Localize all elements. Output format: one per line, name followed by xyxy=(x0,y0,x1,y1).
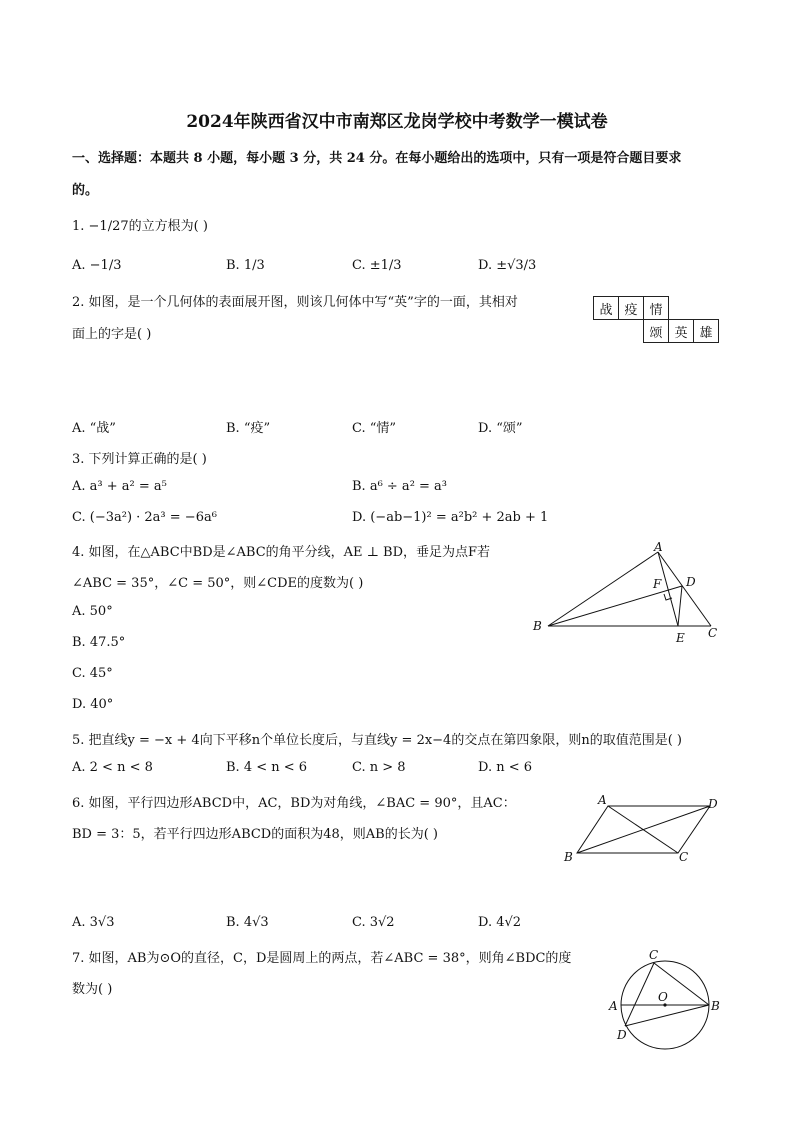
label-a: A xyxy=(609,999,618,1013)
q3-option-b: B. a⁶ ÷ a² = a³ xyxy=(352,479,448,494)
q4-option-d: D. 40° xyxy=(72,697,114,712)
q2-option-c: C. “情” xyxy=(352,421,397,436)
section-heading-line2: 的。 xyxy=(72,183,99,198)
q4-triangle-figure xyxy=(528,540,728,650)
label-a: A xyxy=(598,793,607,807)
label-c: C xyxy=(679,850,689,864)
q6-stem-line1: 6. 如图，平行四边形ABCD中，AC，BD为对角线，∠BAC = 90°，且AC： xyxy=(72,796,516,811)
q1-option-b: B. 1/3 xyxy=(226,258,265,273)
q6-option-b: B. 4√3 xyxy=(226,915,269,930)
q1-option-c: C. ±1/3 xyxy=(352,258,402,273)
q1-option-a: A. −1/3 xyxy=(72,258,122,273)
q6-stem-line2: BD = 3：5，若平行四边形ABCD的面积为48，则AB的长为( ) xyxy=(72,827,438,842)
q3-option-a: A. a³ + a² = a⁵ xyxy=(72,479,167,494)
q2-stem-line2: 面上的字是( ) xyxy=(72,327,152,342)
label-f: F xyxy=(653,577,662,591)
q5-option-a: A. 2 < n < 8 xyxy=(72,760,153,775)
q3-option-d: D. (−ab−1)² = a²b² + 2ab + 1 xyxy=(352,510,549,525)
q2-option-a: A. “战” xyxy=(72,421,116,436)
q6-option-d: D. 4√2 xyxy=(478,915,522,930)
q2-stem-line1: 2. 如图，是一个几何体的表面展开图，则该几何体中写“英”字的一面，其相对 xyxy=(72,295,518,310)
q1-option-d: D. ±√3/3 xyxy=(478,258,537,273)
q4-option-b: B. 47.5° xyxy=(72,635,126,650)
q2-option-d: D. “颂” xyxy=(478,421,523,436)
label-e: E xyxy=(676,631,685,645)
net-cell: 战 xyxy=(594,297,619,320)
net-cell: 情 xyxy=(644,297,669,320)
section-heading-line1: 一、选择题：本题共 8 小题，每小题 3 分，共 24 分。在每小题给出的选项中，只有一项是符合题目要求 xyxy=(72,151,682,166)
label-b: B xyxy=(533,619,542,633)
q2-option-b: B. “疫” xyxy=(226,421,271,436)
cube-net-figure xyxy=(593,296,719,343)
net-cell: 英 xyxy=(669,320,694,343)
q7-stem-line1: 7. 如图，AB为⊙O的直径，C，D是圆周上的两点，若∠ABC = 38°，则角∠BDC的度 xyxy=(72,951,572,966)
q4-stem-line1: 4. 如图，在△ABC中BD是∠ABC的角平分线，AE ⊥ BD，垂足为点F若 xyxy=(72,545,491,560)
net-cell: 疫 xyxy=(619,297,644,320)
page-title: 2024年陕西省汉中市南郑区龙岗学校中考数学一模试卷 xyxy=(186,112,608,132)
q6-parallelogram-figure xyxy=(560,792,730,867)
q5-option-d: D. n < 6 xyxy=(478,760,533,775)
q5-option-b: B. 4 < n < 6 xyxy=(226,760,308,775)
q4-option-a: A. 50° xyxy=(72,604,113,619)
q7-stem-line2: 数为( ) xyxy=(72,982,113,997)
q5-stem: 5. 把直线y = −x + 4向下平移n个单位长度后，与直线y = 2x−4的交点在第四象限，则n的取值范围是( ) xyxy=(72,733,682,748)
q4-option-c: C. 45° xyxy=(72,666,113,681)
label-o: O xyxy=(658,990,668,1004)
q7-circle-figure xyxy=(600,940,730,1050)
label-c: C xyxy=(708,626,718,640)
label-d: D xyxy=(617,1028,627,1042)
q5-option-c: C. n > 8 xyxy=(352,760,406,775)
q6-option-c: C. 3√2 xyxy=(352,915,395,930)
q3-option-c: C. (−3a²) · 2a³ = −6a⁶ xyxy=(72,510,217,525)
label-b: B xyxy=(711,999,720,1013)
label-d: D xyxy=(708,797,718,811)
q6-option-a: A. 3√3 xyxy=(72,915,115,930)
label-d: D xyxy=(686,575,696,589)
label-c: C xyxy=(649,948,659,962)
net-cell: 雄 xyxy=(694,320,719,343)
q4-stem-line2: ∠ABC = 35°，∠C = 50°，则∠CDE的度数为( ) xyxy=(72,576,364,591)
label-b: B xyxy=(564,850,573,864)
q1-stem: 1. −1/27的立方根为( ) xyxy=(72,219,208,234)
q3-stem: 3. 下列计算正确的是( ) xyxy=(72,452,207,467)
label-a: A xyxy=(654,540,663,554)
net-cell: 颂 xyxy=(644,320,669,343)
